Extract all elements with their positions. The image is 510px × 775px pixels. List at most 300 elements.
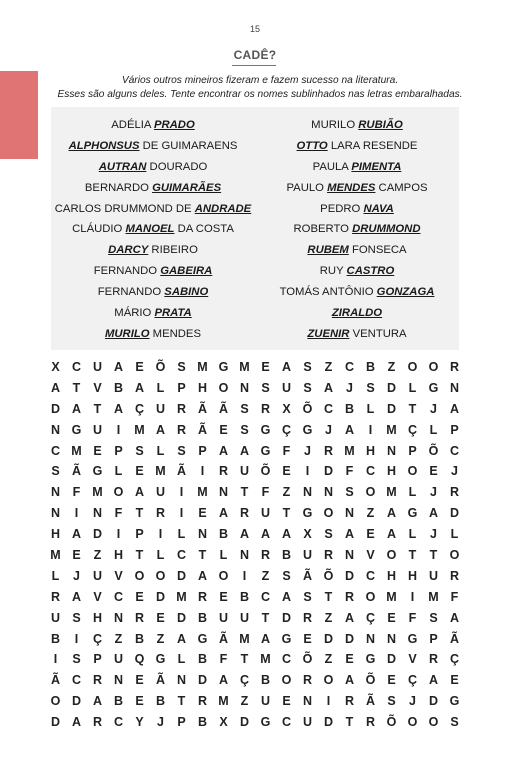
grid-letter[interactable]: O <box>281 673 292 688</box>
grid-letter[interactable]: F <box>261 485 270 500</box>
grid-letter[interactable]: M <box>50 548 61 563</box>
grid-letter[interactable]: C <box>176 548 187 563</box>
grid-letter[interactable]: R <box>344 694 355 709</box>
grid-letter[interactable]: N <box>92 506 103 521</box>
grid-letter[interactable]: M <box>71 443 82 458</box>
grid-letter[interactable]: N <box>50 506 61 521</box>
grid-letter[interactable]: B <box>155 694 166 709</box>
grid-letter[interactable]: C <box>113 589 124 604</box>
grid-letter[interactable]: C <box>50 443 61 458</box>
grid-letter[interactable]: Ç <box>281 422 292 437</box>
grid-letter[interactable]: C <box>281 652 292 667</box>
grid-letter[interactable]: T <box>72 380 81 395</box>
grid-letter[interactable]: C <box>281 715 292 730</box>
grid-letter[interactable]: N <box>386 443 397 458</box>
grid-letter[interactable]: T <box>198 548 207 563</box>
grid-letter[interactable]: N <box>365 631 376 646</box>
grid-letter[interactable]: J <box>430 527 437 542</box>
grid-letter[interactable]: D <box>449 506 460 521</box>
grid-letter[interactable]: N <box>449 380 460 395</box>
grid-letter[interactable]: E <box>135 360 144 374</box>
grid-letter[interactable]: P <box>450 422 459 437</box>
grid-letter[interactable]: A <box>260 527 271 542</box>
grid-letter[interactable]: I <box>116 422 121 437</box>
grid-letter[interactable]: G <box>260 443 271 458</box>
grid-letter[interactable]: R <box>134 610 145 625</box>
grid-letter[interactable]: N <box>50 422 61 437</box>
grid-letter[interactable]: R <box>449 485 460 500</box>
grid-letter[interactable]: M <box>386 422 397 437</box>
grid-letter[interactable]: A <box>197 568 208 583</box>
grid-letter[interactable]: A <box>344 527 355 542</box>
grid-letter[interactable]: M <box>134 422 145 437</box>
grid-letter[interactable]: D <box>323 715 334 730</box>
grid-letter[interactable]: Y <box>135 715 144 730</box>
grid-letter[interactable]: M <box>155 464 166 479</box>
grid-letter[interactable]: D <box>71 694 82 709</box>
grid-letter[interactable]: R <box>428 652 439 667</box>
grid-letter[interactable]: R <box>197 694 208 709</box>
grid-letter[interactable]: F <box>345 464 354 479</box>
grid-letter[interactable]: D <box>323 464 334 479</box>
grid-letter[interactable]: J <box>430 401 437 416</box>
grid-letter[interactable]: Ã <box>365 694 376 709</box>
grid-letter[interactable]: A <box>218 673 229 688</box>
grid-letter[interactable]: O <box>407 715 418 730</box>
grid-letter[interactable]: S <box>72 652 81 667</box>
grid-letter[interactable]: S <box>135 443 144 458</box>
grid-letter[interactable]: N <box>176 673 187 688</box>
grid-letter[interactable]: U <box>302 715 313 730</box>
grid-letter[interactable]: R <box>197 589 208 604</box>
grid-letter[interactable]: R <box>92 715 103 730</box>
grid-letter[interactable]: U <box>260 506 271 521</box>
grid-letter[interactable]: D <box>281 610 292 625</box>
grid-letter[interactable]: A <box>281 360 292 374</box>
grid-letter[interactable]: E <box>366 527 375 542</box>
grid-letter[interactable]: D <box>344 568 355 583</box>
grid-letter[interactable]: Z <box>324 652 333 667</box>
grid-letter[interactable]: S <box>387 694 396 709</box>
grid-letter[interactable]: R <box>155 506 166 521</box>
grid-letter[interactable]: V <box>408 652 417 667</box>
grid-letter[interactable]: S <box>177 360 186 374</box>
grid-letter[interactable]: R <box>92 673 103 688</box>
grid-letter[interactable]: A <box>344 422 355 437</box>
grid-letter[interactable]: T <box>408 401 417 416</box>
grid-letter[interactable]: V <box>114 568 123 583</box>
grid-letter[interactable]: A <box>344 673 355 688</box>
grid-letter[interactable]: T <box>408 548 417 563</box>
grid-letter[interactable]: E <box>135 589 144 604</box>
grid-letter[interactable]: J <box>325 422 332 437</box>
grid-letter[interactable]: R <box>365 715 376 730</box>
grid-letter[interactable]: F <box>408 610 417 625</box>
grid-letter[interactable]: I <box>200 464 205 479</box>
grid-letter[interactable]: N <box>113 610 124 625</box>
grid-letter[interactable]: M <box>386 589 397 604</box>
grid-letter[interactable]: I <box>242 568 247 583</box>
grid-letter[interactable]: J <box>346 380 353 395</box>
grid-letter[interactable]: B <box>113 694 124 709</box>
grid-letter[interactable]: M <box>239 631 250 646</box>
grid-letter[interactable]: N <box>197 527 208 542</box>
grid-letter[interactable]: A <box>134 485 145 500</box>
grid-letter[interactable]: A <box>239 443 250 458</box>
grid-letter[interactable]: D <box>92 527 103 542</box>
grid-letter[interactable]: P <box>198 443 207 458</box>
grid-letter[interactable]: A <box>113 401 124 416</box>
grid-letter[interactable]: R <box>323 548 334 563</box>
grid-letter[interactable]: H <box>386 464 397 479</box>
grid-letter[interactable]: U <box>302 548 313 563</box>
grid-letter[interactable]: T <box>93 401 102 416</box>
grid-letter[interactable]: G <box>407 506 418 521</box>
grid-letter[interactable]: S <box>177 443 186 458</box>
grid-letter[interactable]: U <box>92 568 103 583</box>
grid-letter[interactable]: Z <box>240 694 249 709</box>
grid-letter[interactable]: C <box>323 401 334 416</box>
grid-letter[interactable]: J <box>451 464 458 479</box>
grid-letter[interactable]: B <box>197 610 208 625</box>
grid-letter[interactable]: E <box>303 631 312 646</box>
grid-letter[interactable]: U <box>218 610 229 625</box>
grid-letter[interactable]: I <box>305 464 310 479</box>
grid-letter[interactable]: E <box>345 652 354 667</box>
grid-letter[interactable]: Z <box>114 631 123 646</box>
grid-letter[interactable]: P <box>93 652 102 667</box>
grid-letter[interactable]: N <box>344 506 355 521</box>
grid-letter[interactable]: G <box>302 422 313 437</box>
grid-letter[interactable]: N <box>239 548 250 563</box>
grid-letter[interactable]: H <box>113 548 124 563</box>
grid-letter[interactable]: U <box>260 694 271 709</box>
grid-letter[interactable]: D <box>155 589 166 604</box>
grid-letter[interactable]: P <box>429 631 438 646</box>
grid-letter[interactable]: T <box>240 652 249 667</box>
grid-letter[interactable]: Õ <box>323 568 334 583</box>
grid-letter[interactable]: E <box>219 422 228 437</box>
grid-letter[interactable]: G <box>428 380 439 395</box>
grid-letter[interactable]: A <box>428 506 439 521</box>
grid-letter[interactable]: Ã <box>218 631 229 646</box>
grid-letter[interactable]: G <box>302 506 313 521</box>
grid-letter[interactable]: D <box>197 673 208 688</box>
grid-letter[interactable]: G <box>92 464 103 479</box>
grid-letter[interactable]: E <box>282 464 291 479</box>
grid-letter[interactable]: P <box>408 443 417 458</box>
grid-letter[interactable]: A <box>50 380 61 395</box>
grid-letter[interactable]: Ã <box>302 568 313 583</box>
grid-letter[interactable]: X <box>51 360 60 374</box>
grid-letter[interactable]: L <box>51 568 60 583</box>
grid-letter[interactable]: A <box>155 422 166 437</box>
grid-letter[interactable]: R <box>449 568 460 583</box>
grid-letter[interactable]: E <box>135 673 144 688</box>
grid-letter[interactable]: N <box>302 485 313 500</box>
grid-letter[interactable]: S <box>240 422 249 437</box>
grid-letter[interactable]: G <box>260 422 271 437</box>
grid-letter[interactable]: X <box>282 401 291 416</box>
grid-letter[interactable]: G <box>218 360 229 374</box>
grid-letter[interactable]: R <box>260 401 271 416</box>
grid-letter[interactable]: O <box>365 589 376 604</box>
grid-letter[interactable]: O <box>218 568 229 583</box>
grid-letter[interactable]: U <box>239 610 250 625</box>
grid-letter[interactable]: Ç <box>449 652 460 667</box>
grid-letter[interactable]: O <box>428 360 439 374</box>
grid-letter[interactable]: L <box>156 548 165 563</box>
grid-letter[interactable]: C <box>113 715 124 730</box>
grid-letter[interactable]: Z <box>324 610 333 625</box>
grid-letter[interactable]: J <box>157 715 164 730</box>
grid-letter[interactable]: E <box>219 589 228 604</box>
grid-letter[interactable]: I <box>368 422 373 437</box>
grid-letter[interactable]: L <box>156 443 165 458</box>
grid-letter[interactable]: Ã <box>218 401 229 416</box>
grid-letter[interactable]: O <box>449 548 460 563</box>
grid-letter[interactable]: P <box>114 443 123 458</box>
grid-letter[interactable]: M <box>218 694 229 709</box>
grid-letter[interactable]: A <box>71 715 82 730</box>
grid-letter[interactable]: R <box>449 360 460 374</box>
grid-letter[interactable]: M <box>197 360 208 374</box>
grid-letter[interactable]: R <box>218 464 229 479</box>
grid-letter[interactable]: D <box>239 715 250 730</box>
grid-letter[interactable]: H <box>197 380 208 395</box>
grid-letter[interactable]: O <box>50 694 61 709</box>
grid-letter[interactable]: C <box>449 443 460 458</box>
grid-letter[interactable]: O <box>407 464 418 479</box>
grid-letter[interactable]: E <box>450 673 459 688</box>
grid-letter[interactable]: S <box>450 715 459 730</box>
grid-letter[interactable]: Ç <box>407 422 418 437</box>
grid-letter[interactable]: V <box>366 548 375 563</box>
grid-letter[interactable]: U <box>155 401 166 416</box>
grid-letter[interactable]: N <box>302 694 313 709</box>
grid-letter[interactable]: A <box>449 401 460 416</box>
grid-letter[interactable]: N <box>323 485 334 500</box>
grid-letter[interactable]: A <box>344 610 355 625</box>
grid-letter[interactable]: A <box>386 527 397 542</box>
grid-letter[interactable]: T <box>345 715 354 730</box>
grid-letter[interactable]: B <box>218 527 229 542</box>
grid-letter[interactable]: A <box>218 443 229 458</box>
grid-letter[interactable]: H <box>407 568 418 583</box>
grid-letter[interactable]: L <box>408 485 417 500</box>
grid-letter[interactable]: L <box>219 548 228 563</box>
grid-letter[interactable]: X <box>303 527 312 542</box>
grid-letter[interactable]: Z <box>93 548 102 563</box>
grid-letter[interactable]: S <box>51 464 60 479</box>
grid-letter[interactable]: A <box>428 673 439 688</box>
grid-letter[interactable]: B <box>365 360 376 374</box>
grid-letter[interactable]: M <box>92 485 103 500</box>
grid-letter[interactable]: E <box>135 694 144 709</box>
grid-letter[interactable]: B <box>50 631 61 646</box>
grid-letter[interactable]: E <box>198 506 207 521</box>
grid-letter[interactable]: Ã <box>197 422 208 437</box>
grid-letter[interactable]: L <box>177 652 186 667</box>
grid-letter[interactable]: C <box>344 360 355 374</box>
grid-letter[interactable]: O <box>155 568 166 583</box>
grid-letter[interactable]: U <box>92 360 103 374</box>
grid-letter[interactable]: M <box>239 360 250 374</box>
grid-letter[interactable]: G <box>260 715 271 730</box>
grid-letter[interactable]: N <box>218 485 229 500</box>
grid-letter[interactable]: A <box>449 610 460 625</box>
grid-letter[interactable]: A <box>323 380 334 395</box>
grid-letter[interactable]: I <box>53 652 58 667</box>
grid-letter[interactable]: C <box>71 673 82 688</box>
grid-letter[interactable]: U <box>113 652 124 667</box>
grid-letter[interactable]: D <box>386 401 397 416</box>
grid-letter[interactable]: I <box>74 631 79 646</box>
grid-letter[interactable]: T <box>282 506 291 521</box>
grid-letter[interactable]: I <box>158 527 163 542</box>
grid-letter[interactable]: T <box>135 548 144 563</box>
grid-letter[interactable]: M <box>344 443 355 458</box>
grid-letter[interactable]: L <box>450 527 459 542</box>
grid-letter[interactable]: G <box>155 652 166 667</box>
grid-letter[interactable]: B <box>197 652 208 667</box>
grid-letter[interactable]: Z <box>156 631 165 646</box>
grid-letter[interactable]: B <box>239 589 250 604</box>
grid-letter[interactable]: D <box>176 610 187 625</box>
grid-letter[interactable]: D <box>50 715 61 730</box>
grid-letter[interactable]: D <box>386 380 397 395</box>
grid-letter[interactable]: Ã <box>449 631 460 646</box>
grid-letter[interactable]: O <box>113 485 124 500</box>
grid-letter[interactable]: G <box>365 652 376 667</box>
grid-letter[interactable]: G <box>281 631 292 646</box>
grid-letter[interactable]: S <box>240 401 249 416</box>
grid-letter[interactable]: R <box>344 589 355 604</box>
grid-letter[interactable]: O <box>386 548 397 563</box>
grid-letter[interactable]: A <box>281 589 292 604</box>
grid-letter[interactable]: S <box>282 568 291 583</box>
grid-letter[interactable]: F <box>450 589 459 604</box>
grid-letter[interactable]: Z <box>366 506 375 521</box>
grid-letter[interactable]: B <box>113 380 124 395</box>
grid-letter[interactable]: S <box>324 527 333 542</box>
grid-letter[interactable]: N <box>50 485 61 500</box>
grid-letter[interactable]: Õ <box>386 715 397 730</box>
grid-letter[interactable]: R <box>323 443 334 458</box>
grid-letter[interactable]: L <box>366 401 375 416</box>
grid-letter[interactable]: A <box>71 527 82 542</box>
grid-letter[interactable]: Ã <box>155 673 166 688</box>
grid-letter[interactable]: D <box>176 568 187 583</box>
grid-letter[interactable]: G <box>407 631 418 646</box>
grid-letter[interactable]: I <box>179 485 184 500</box>
grid-letter[interactable]: Õ <box>155 360 166 374</box>
grid-letter[interactable]: H <box>386 568 397 583</box>
grid-letter[interactable]: R <box>302 673 313 688</box>
grid-letter[interactable]: V <box>93 380 102 395</box>
grid-letter[interactable]: I <box>116 527 121 542</box>
grid-letter[interactable]: P <box>177 380 186 395</box>
grid-letter[interactable]: O <box>134 568 145 583</box>
grid-letter[interactable]: Z <box>282 485 291 500</box>
grid-letter[interactable]: Q <box>134 652 145 667</box>
grid-letter[interactable]: M <box>176 589 187 604</box>
grid-letter[interactable]: Ç <box>407 673 418 688</box>
grid-letter[interactable]: V <box>93 589 102 604</box>
grid-letter[interactable]: B <box>260 673 271 688</box>
grid-letter[interactable]: C <box>365 568 376 583</box>
grid-letter[interactable]: Z <box>324 360 333 374</box>
grid-letter[interactable]: Ã <box>197 401 208 416</box>
grid-letter[interactable]: U <box>281 380 292 395</box>
grid-letter[interactable]: R <box>260 548 271 563</box>
grid-letter[interactable]: M <box>260 652 271 667</box>
grid-letter[interactable]: M <box>386 485 397 500</box>
grid-letter[interactable]: R <box>176 422 187 437</box>
grid-letter[interactable]: L <box>177 527 186 542</box>
grid-letter[interactable]: E <box>93 443 102 458</box>
grid-letter[interactable]: U <box>50 610 61 625</box>
grid-letter[interactable]: I <box>179 506 184 521</box>
grid-letter[interactable]: L <box>114 464 123 479</box>
grid-letter[interactable]: S <box>303 380 312 395</box>
grid-letter[interactable]: D <box>323 631 334 646</box>
grid-letter[interactable]: L <box>429 422 438 437</box>
grid-letter[interactable]: B <box>344 401 355 416</box>
grid-letter[interactable]: F <box>72 485 81 500</box>
grid-letter[interactable]: U <box>155 485 166 500</box>
grid-letter[interactable]: J <box>430 485 437 500</box>
grid-letter[interactable]: Ã <box>50 673 61 688</box>
grid-letter[interactable]: C <box>71 360 82 374</box>
grid-letter[interactable]: P <box>177 715 186 730</box>
grid-letter[interactable]: U <box>428 568 439 583</box>
grid-letter[interactable]: T <box>429 548 438 563</box>
grid-letter[interactable]: M <box>428 589 439 604</box>
grid-letter[interactable]: S <box>345 485 354 500</box>
grid-letter[interactable]: A <box>281 527 292 542</box>
grid-letter[interactable]: O <box>323 673 334 688</box>
grid-letter[interactable]: Ç <box>365 610 376 625</box>
grid-letter[interactable]: Ã <box>71 464 82 479</box>
grid-letter[interactable]: T <box>324 589 333 604</box>
grid-letter[interactable]: D <box>428 694 439 709</box>
grid-letter[interactable]: L <box>408 527 417 542</box>
grid-letter[interactable]: J <box>304 443 311 458</box>
grid-letter[interactable]: O <box>365 485 376 500</box>
grid-letter[interactable]: S <box>72 610 81 625</box>
grid-letter[interactable]: E <box>72 548 81 563</box>
grid-letter[interactable]: E <box>282 694 291 709</box>
grid-letter[interactable]: F <box>282 443 291 458</box>
grid-letter[interactable]: N <box>239 380 250 395</box>
grid-letter[interactable]: S <box>303 589 312 604</box>
grid-letter[interactable]: A <box>218 506 229 521</box>
grid-letter[interactable]: H <box>365 443 376 458</box>
grid-letter[interactable]: Õ <box>302 401 313 416</box>
grid-letter[interactable]: A <box>71 589 82 604</box>
grid-letter[interactable]: Õ <box>365 673 376 688</box>
grid-letter[interactable]: L <box>408 380 417 395</box>
grid-letter[interactable]: A <box>71 401 82 416</box>
grid-letter[interactable]: A <box>239 527 250 542</box>
grid-letter[interactable]: Z <box>261 568 270 583</box>
grid-letter[interactable]: O <box>407 360 418 374</box>
grid-letter[interactable]: T <box>135 506 144 521</box>
grid-letter[interactable]: Õ <box>302 652 313 667</box>
grid-letter[interactable]: R <box>176 401 187 416</box>
grid-letter[interactable]: A <box>260 631 271 646</box>
